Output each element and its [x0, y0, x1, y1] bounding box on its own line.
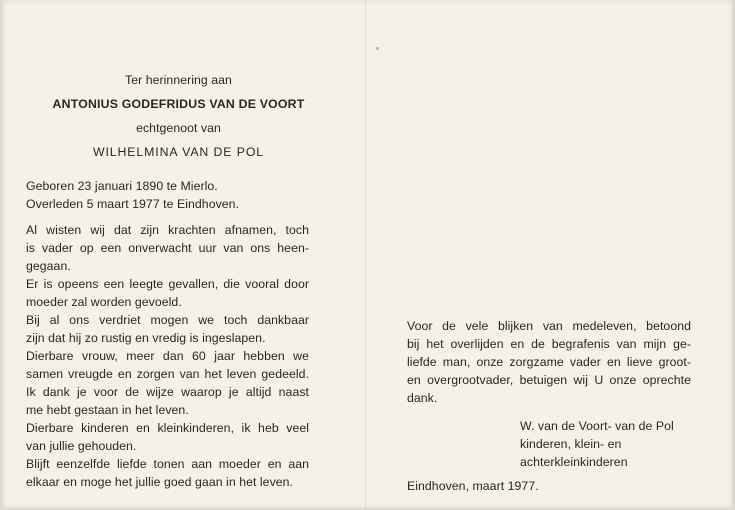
birth-line: Geboren 23 januari 1890 te Mierlo.	[26, 179, 218, 193]
memorial-text-line: Bij al ons verdriet mogen we toch dankbaar	[26, 313, 309, 327]
signature-line: kinderen, klein- en	[520, 437, 622, 451]
left-page	[3, 0, 363, 508]
signature-line: achterkleinkinderen	[520, 455, 628, 469]
spouse-intro: echtgenoot van	[136, 121, 221, 135]
thanks-text-line: en overgrootvader, betuigen wij U onze oprechte	[407, 373, 691, 387]
memorial-card	[3, 0, 732, 508]
memorial-text-line: samen vreugde en zorgen van het leven gedeeld.	[26, 367, 309, 381]
spouse-name: WILHELMINA VAN DE POL	[92, 145, 265, 159]
memorial-text-line: Er is opeens een leegte gevallen, die vooral door	[26, 277, 309, 291]
death-line: Overleden 5 maart 1977 te Eindhoven.	[26, 197, 240, 211]
thanks-text-line: liefde man, onze zorgzame vader en lieve groot-	[407, 355, 691, 369]
memorial-text-line: Blijft eenzelfde liefde tonen aan moeder en aan	[26, 457, 309, 471]
memorial-text-line: is vader op een onverwacht uur van ons heen-	[26, 241, 309, 255]
memorial-text-line: Ik dank je voor de wijze waarop je altijd naast	[26, 385, 309, 399]
memorial-text-line: elkaar en moge het jullie goed gaan in het leven.	[26, 475, 294, 489]
signature-line: W. van de Voort- van de Pol	[520, 419, 674, 433]
memorial-text-line: me hebt gestaan in het leven.	[26, 403, 189, 417]
in-memory-heading: Ter herinnering aan	[125, 73, 232, 87]
thanks-text-line: Voor de vele blijken van medeleven, betoond	[407, 319, 691, 333]
memorial-text-line: Dierbare kinderen en kleinkinderen, ik heb veel	[26, 421, 309, 435]
right-page	[365, 0, 732, 508]
memorial-text-line: moeder zal worden gevoeld.	[26, 295, 182, 309]
thanks-text-line: bij het overlijden en de begrafenis van mijn ge-	[407, 337, 691, 351]
memorial-text-line: Al wisten wij dat zijn krachten afnamen, toch	[26, 223, 309, 237]
memorial-text-line: van jullie gehouden.	[26, 439, 137, 453]
place-date: Eindhoven, maart 1977.	[407, 479, 539, 493]
memorial-text-line: Dierbare vrouw, meer dan 60 jaar hebben we	[26, 349, 309, 363]
memorial-text-line: gegaan.	[26, 259, 71, 273]
memorial-text-line: zijn dat hij zo rustig en vredig is ingeslapen.	[26, 331, 266, 345]
deceased-name: ANTONIUS GODEFRIDUS VAN DE VOORT	[52, 97, 305, 111]
thanks-text-line: dank.	[407, 391, 438, 405]
